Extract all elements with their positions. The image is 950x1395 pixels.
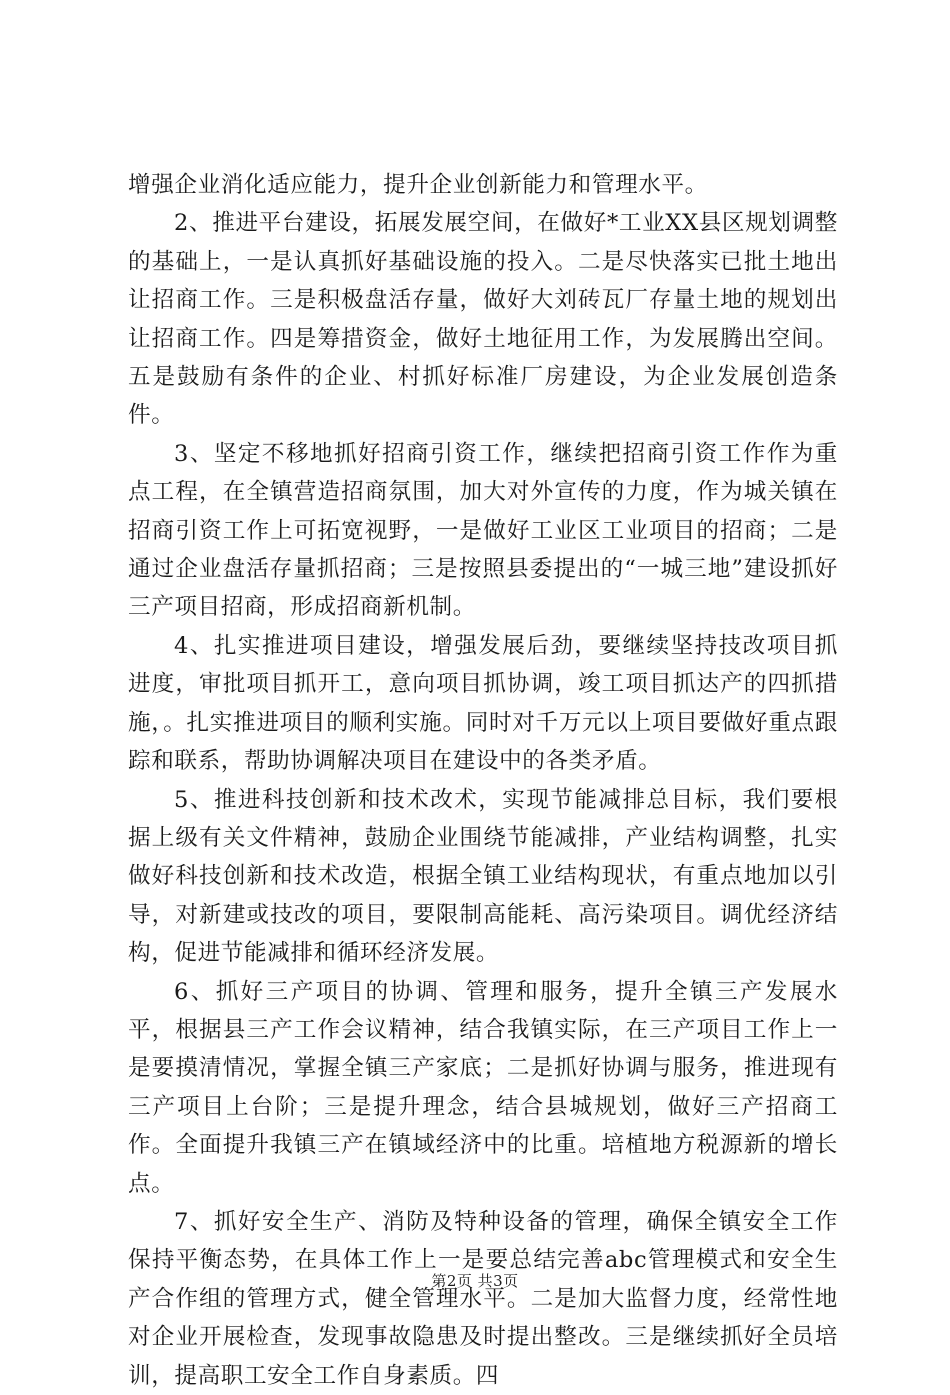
paragraph-item-6: 6、抓好三产项目的协调、管理和服务，提升全镇三产发展水平，根据县三产工作会议精神，结合我镇实际，在三产项目工作上一是要摸清情况，掌握全镇三产家底；二是抓好协调与服务，推进现有三产项目上台阶；三是提升理念，结合县城规划，做好三产招商工作。全面提升我镇三产在镇域经济中的比重。培植地方税源新的增长点。 — [128, 978, 838, 1197]
document-body — [128, 166, 838, 1395]
paragraph-continued: 增强企业消化适应能力，提升企业创新能力和管理水平。 — [128, 172, 708, 198]
paragraph-item-5: 5、推进科技创新和技术改术，实现节能减排总目标，我们要根据上级有关文件精神，鼓励企业围绕节能减排，产业结构调整，扎实做好科技创新和技术改造，根据全镇工业结构现状，有重点地加以引导，对新建或技改的项目，要限制高能耗、高污染项目。调优经济结构，促进节能减排和循环经济发展。 — [128, 786, 838, 967]
paragraph-item-7: 7、抓好安全生产、消防及特种设备的管理，确保全镇安全工作保持平衡态势，在具体工作上一是要总结完善abc管理模式和安全生产合作组的管理方式，健全管理水平。二是加大监督力度，经常性地对企业开展检查，发现事故隐患及时提出整改。三是继续抓好全员培训，提高职工安全工作自身素质。四 — [128, 1208, 838, 1389]
paragraph-item-2: 2、推进平台建设，拓展发展空间，在做好*工业XX县区规划调整的基础上，一是认真抓好基础设施的投入。二是尽快落实已批土地出让招商工作。三是积极盘活存量，做好大刘砖瓦厂存量土地的规划出让招商工作。四是筹措资金，做好土地征用工作，为发展腾出空间。五是鼓励有条件的企业、村抓好标准厂房建设，为企业发展创造条件。 — [128, 210, 838, 429]
paragraph-item-4: 4、扎实推进项目建设，增强发展后劲，要继续坚持技改项目抓进度，审批项目抓开工，意向项目抓协调，竣工项目抓达产的四抓措施，。扎实推进项目的顺利实施。同时对千万元以上项目要做好重点跟踪和联系，帮助协调解决项目在建设中的各类矛盾。 — [128, 632, 838, 775]
paragraph-item-3: 3、坚定不移地抓好招商引资工作，继续把招商引资工作作为重点工程，在全镇营造招商氛围，加大对外宣传的力度，作为城关镇在招商引资工作上可拓宽视野，一是做好工业区工业项目的招商；二是通过企业盘活存量抓招商；三是按照县委提出的“一城三地”建设抓好三产项目招商，形成招商新机制。 — [128, 440, 838, 621]
page-footer: 第2页 共3页 — [431, 1272, 519, 1290]
